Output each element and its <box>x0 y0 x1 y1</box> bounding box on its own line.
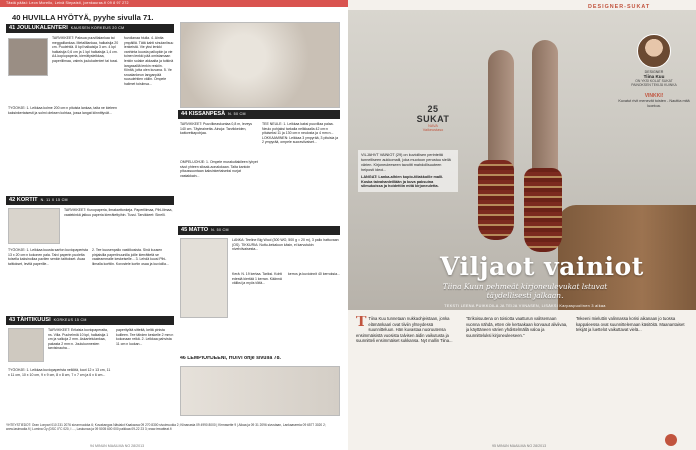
price-badge <box>410 104 456 132</box>
dropcap: T <box>356 316 367 330</box>
section-45-header <box>178 226 340 235</box>
section-41-instructions: TYÖOHJE: 1. Leikkaa kolme 200 cm:n pituista lankaa, taita ne kieleen kaksinkertaisesti ja solmi oleksen kohtaa, jossa langat kiinnittyvät... <box>8 106 117 115</box>
designer-box <box>618 34 690 109</box>
contact-info: YHTEYSTIEDOT: Oran Lonpari 010 231 2076 sivunmuokka 6; Kuvakangas Näsialot Kaakaosa 09 270 8300 sivuimuokia 2; Kiinanasta 09 4990 8000 | Kirmasette 9 | Aikaa ja 09 31 2096 sivustaan, Lankaasemia 09 6577 3020 2; www.lasimadia.fi | Lumina Oy (DSC 0°C 020, I ..., Laskunaa ja 09 5005 600 000 paikkaa 09-22 23 3; www.imvatteat.fi <box>6 423 326 431</box>
section-44-steps: TEE NEULE: 1. Leikkaa kaksi puuvillaa palaa. Neulo pohjaksi tarkalla nelikkaalla 42 cm:n pituiseksi 11 ja 130 cm:n neulosta ja 4 mm:n... LOKKAAMINEN: Leikkaa 3 ympyrää, 3 pituisia ja 2 ympyrää, ompele suoraviivaiset... <box>262 122 339 145</box>
section-43-steps: paperityötä sitteitä, keltä pinista kuilleen. Tee tähden keskelle 2 mm:n kokonaan reikä. 2. Leikkaa pahvista 11 cm:n luokan... <box>116 328 174 346</box>
designer-avatar <box>637 34 671 68</box>
body-text-1: Tiina Kuu tunnetaan nukkaohjeistaan, jonka elämänkaari ovat tiiviin yhteydessä suunnitteluun. Hän kuvastaa nuoruutensa ensimmäisistä vuosista talvisen äidin vaikutusta ja suunnitteli ensimmäiset sukkansa. Nyt mallin Tiina... <box>356 316 453 343</box>
intro-bold: LANGAT: Lanka-alhien kopio-tiliakkoille malli. Koska taivahanleillään ja kuva paksuina silmukoissa ja hoidettiin mitä kirjoneuletta. <box>361 174 444 189</box>
section-43-title: 43 TÄHTIKUUSI <box>9 317 51 323</box>
section-42-materials: TARVIKKEET: Kuvopaperia, ilmakarttonkeja. Paperiliimaa, Pihl-liimaa, vaatekinkä jatkuu paperia kierrätettyihin. Tussi. Tarvikkeet: Sinelli. <box>64 208 173 217</box>
section-41-size: KAUSSEN KORKEUS 20 CM <box>70 26 125 30</box>
section-45-size: N. 50 CM <box>211 228 229 232</box>
section-label: DESIGNER-SUKAT <box>588 4 651 10</box>
section-41-header <box>6 24 174 33</box>
section-42-header <box>6 196 174 205</box>
section-42-size: N. 11 X 15 CM <box>40 198 68 202</box>
section-42-image <box>8 208 60 244</box>
body-column-1 <box>356 316 460 436</box>
section-42-steps: 2. Tee kuusenpallo vastiikosista. Sinä kuusen pinjaisilla paperiinuunilla joille kierrättetä se vaaleammalle keskeiselle... 3. Lehdä kuusi Pihi-liimalla korttiin. Korostele kortin osaa ja kuvioilla... <box>92 248 169 266</box>
tip-text: Kuvatut rivit menevät toisten - Nauttia mitä luontoa. <box>618 99 690 108</box>
page-number-left: 94 MINUN MAAILMA NO 28/2013 <box>90 444 145 448</box>
section-44-materials: TARVIKKEET: Puuvilkeaskuntaa 0,8 m, leveys 140 cm. Täyteainetta. Ainoja: Tarvikkeiden, kattoretkapohjaa. <box>180 122 253 136</box>
body-text-3: Tekeeni mieluttin valinnassa korisi aikanaan jo tuossa kappaleessa ovat suunnittelemaan käsitöitä. Maanantaiset tekijät ja luettelot vaikuttavat vielä... <box>576 316 685 332</box>
section-41-materials: TARVIKKEET: Paksua puuvillalankaa tai meggaillankaa. Metallilankaa, halkaisija 20 cm. Puulehtiä. 8 kpl halkaisija 3 cm. 4 kpl halkaisija 0,6 cm ja 1 kpl halkaisija 1,4 cm. A4-kopiopaperia, kierrätysleikkaa, paperiliimaa, valmis joulukalenteri tai tussi. <box>52 36 119 63</box>
difficulty-level: NAVA <box>428 124 438 128</box>
difficulty-note: Vaikeustaso <box>422 128 444 132</box>
section-44-header <box>178 110 340 119</box>
section-46-heading: 46 LEMPIOHJEENI, HUIVI ohje sivulla 78. <box>180 356 281 361</box>
corner-badge-icon <box>665 434 677 446</box>
section-44-title: 44 KISSANPESÄ <box>181 111 226 117</box>
section-45-rows-b: kerros ja kuvioinnit 40 kerroksia... <box>288 272 340 276</box>
designer-label: DESIGNER <box>644 70 664 74</box>
section-43-instructions: TYÖOHJE: 1. Leikkaa kuviopaperista neliöitä, koot 12 x 13 cm, 11 x 11 cm, 10 x 10 cm, 9 x 9 cm, 8 x 8 cm, 7 x 7 cm ja 6 x 6 cm... <box>8 368 111 377</box>
body-column-3 <box>576 316 686 436</box>
section-46-image <box>180 366 340 416</box>
section-43-size: KORKEUS 15 CM <box>53 318 87 322</box>
article-subtitle: Tiina Kuun pehmeät kirjoneulevukat lstuvat täydellisesti jalkaan. <box>442 282 608 300</box>
section-41-title: 41 JOULUKALENTERI <box>9 25 68 31</box>
intro-textbox <box>358 150 458 192</box>
section-44-image <box>180 22 340 108</box>
sock-left <box>478 160 514 240</box>
section-42-instructions: TYÖOHJE: 1. Leikkaa kuusta sarfon kuviopaperista 13 x 20 cm:n kokonen pala. Taivi paperin puolelta toisella kaksinollaa pavilen senkin taittokset. Avaa taittokset, levitä paperille... <box>8 248 88 266</box>
designer-line-1: ON YKSI KOLAT SUKAT <box>635 79 673 83</box>
body-text-2: "Erikoisuutena on toisiotta vaatturun valitsemaan vuonna nähdä, etten ole kertaakaan korvaaut aliviivaa, ja käyttäneen värien yhdistelmällä valoa ja suunnitteluksi kirjoneuleeseen." <box>466 316 568 338</box>
section-44-sewing: OMPELUOHJE: 1. Ompele murakultakileen lyhyet sivut yhteen siksak-aonalokaan. Taita kantoin pituussuuntaan kaksinkertaiseksi nurjat vastakkain... <box>180 160 258 178</box>
section-41-steps: fuvoilanaa hiulla. 4. Ainita ympäillä. Tätä kahti sinulanlisuu lenkeistä. Vie yksi lenkki vanhinta kuusta pallopkin ja vie toinen lenkki pää omistamaan lenkin solake akkaalta ja tutkinä langasalliä lenkin reskiin. Kiinitä, jotta olen kuvana. 5. Ve snoalankeun langanpää ruusulehtien väliin. Ompele halimet toisiinsa... <box>124 36 174 86</box>
section-43-materials: TARVIKKEET: Erilaisia kuviopaperaita, ns. Villa. Puuhelmiä 10 kpl, halkaisija 1 cm ja valkoja 2 mm. Askartelulankaa, pakasta 2 mm:n. Joulukunnesten tarvisinauha... <box>48 328 109 351</box>
intro-text: VILJAHVT VAINIOT (29) on kuviollisen perinteitä tunnelliseen aukkomalli, joka muotoon perustuu siellä värien. Kirjoneuleeseen tavoitit mahdollisuuteen helposti ideoi... <box>361 153 451 172</box>
section-45-yarn: LANKA: Teeline Big Wool (300 WO, 500 g = 20 m), 3 pallo hattuvaan (OS). TIKKURIA: Nuttu-kekaluun käsin, ei karvutukin nivelviivaisesta... <box>232 238 339 252</box>
right-page <box>348 0 696 450</box>
section-43-header <box>6 316 174 325</box>
designer-line-2: PAINOKSEN TEKIJÄ KUINKA <box>631 83 677 88</box>
section-43-image <box>8 328 44 362</box>
main-heading: 40 HUVILLA HYÖTYÄ, pyyhe sivulla 71. <box>12 13 154 22</box>
article-title: Viljaot vainiot <box>440 252 644 281</box>
article-credits: TEKSTI LEENA PUIKKOILA JA TEIJA VIINASEN, LISÄKSI Karpaspuolinen 3 alkaa <box>444 304 606 308</box>
section-45-title: 45 MATTO <box>181 227 209 233</box>
top-strip: Tästä pääsi: Leon Morello, Leivä Siepaisti, joenkauras.fi 09 8 97 272 <box>0 0 348 7</box>
tip-label: VINKKI! <box>644 93 664 100</box>
sock-right <box>524 168 562 252</box>
section-44-size: N. 50 CM <box>228 112 246 116</box>
page-number-right: 95 MINUN MAAILMA NO 28/2013 <box>492 444 547 448</box>
section-45-rows-a: Kerä: N. 19 kertaa. Tariksi. Kohti edestä kiertää 1 kerran. Käännä väliksi ja myös töitä... <box>232 272 283 286</box>
section-42-title: 42 KORTIT <box>9 197 38 203</box>
section-45-image <box>180 238 228 318</box>
price-number: 25 SUKAT <box>416 104 450 124</box>
section-41-image <box>8 38 48 76</box>
body-column-2 <box>466 316 570 436</box>
designer-name: Tiina Kuu <box>643 74 665 79</box>
